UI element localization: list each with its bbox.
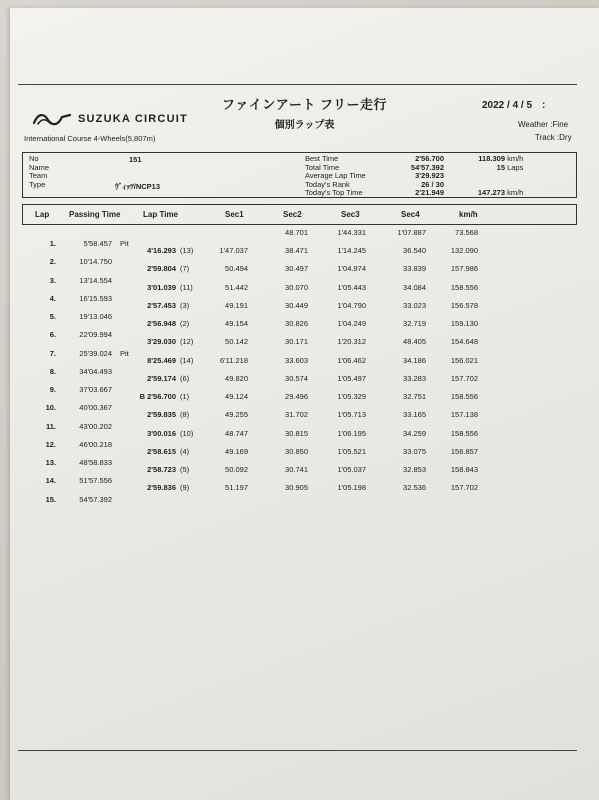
lap-number: 12.	[45, 439, 56, 449]
table-header	[22, 204, 577, 225]
col-lap: Lap	[35, 210, 50, 219]
page-title: ファインアート フリー走行	[222, 97, 387, 112]
info-label-team: Team	[29, 171, 48, 180]
passing-time: 13'14.554	[79, 275, 112, 285]
sec2: 30.850	[285, 446, 308, 456]
best-speed-unit: km/h	[507, 154, 524, 163]
sec4: 48.405	[403, 337, 426, 347]
lap-time: 2'59.836	[147, 483, 176, 493]
sec2: 30.826	[285, 319, 308, 328]
speed: 132.090	[450, 246, 478, 255]
top-speed: 147.273	[477, 188, 505, 197]
speed: 158.843	[450, 465, 478, 474]
sec4: 33.075	[403, 446, 426, 456]
top-speed-unit: km/h	[507, 188, 524, 197]
lap-time: 2'57.453	[147, 300, 176, 310]
stat-label: Today's Rank	[305, 179, 350, 189]
info-labels	[29, 155, 49, 189]
lap-number: 2.	[49, 257, 56, 267]
col-kmh: km/h	[459, 210, 478, 219]
car-number: 151	[129, 155, 142, 164]
sec1: 49.154	[225, 319, 248, 328]
lap-number: 13.	[45, 458, 56, 467]
suzuka-logo	[32, 111, 188, 127]
weather: Weather :Fine	[518, 120, 569, 129]
sec1: 51.442	[225, 282, 248, 292]
sec3: 1'05.037	[337, 465, 366, 474]
passing-time: 40'00.367	[79, 403, 112, 413]
sec3: 1'04.974	[337, 264, 366, 274]
track-condition: Track :Dry	[535, 133, 572, 142]
lap-time: 2'59.174	[147, 373, 176, 383]
sec3: 1'05.198	[337, 483, 366, 493]
sec4: 33.165	[403, 410, 426, 420]
sec3: 1'20.312	[337, 337, 366, 347]
sec1: 1'47.037	[219, 246, 248, 255]
sec3: 1'04.790	[337, 300, 366, 310]
stat-right	[453, 155, 563, 198]
sec3: 1'44.331	[337, 228, 366, 237]
lap-time: 3'00.016	[147, 428, 176, 438]
lap-time: 4'16.293	[147, 246, 176, 255]
sec3: 1'05.329	[337, 392, 366, 401]
bottom-rule	[18, 750, 577, 751]
speed: 73.568	[455, 228, 478, 237]
lap-rank: (8)	[180, 410, 190, 420]
lap-number: 3.	[49, 275, 56, 285]
passing-time: 48'58.833	[79, 458, 112, 467]
sec2: 31.702	[285, 410, 308, 420]
pit-flag: Pit	[120, 239, 129, 248]
sec4: 34.186	[403, 355, 426, 365]
speed: 157.138	[450, 410, 478, 420]
sec1: 49.169	[225, 446, 248, 456]
lap-rank: (2)	[180, 319, 190, 328]
stat-label: Average Lap Time	[305, 171, 366, 180]
lap-time: 2'56.948	[147, 319, 176, 328]
sec2: 48.701	[285, 228, 308, 237]
col-sec2: Sec2	[283, 210, 302, 219]
sec1: 49.124	[225, 392, 248, 401]
lap-number: 15.	[45, 494, 56, 504]
sec4: 33.283	[403, 373, 426, 383]
lap-count-unit: Laps	[507, 162, 524, 172]
speed: 158.556	[450, 282, 478, 292]
col-sec4: Sec4	[401, 210, 420, 219]
sec4: 1'07.887	[397, 228, 426, 237]
col-lap-time: Lap Time	[143, 210, 178, 219]
lap-time: 2'58.723	[147, 465, 176, 474]
sec3: 1'05.443	[337, 282, 366, 292]
sec1: 49.820	[225, 373, 248, 383]
passing-time: 54'57.392	[79, 494, 112, 504]
course-name: International Course 4-Wheels(5,807m)	[24, 134, 156, 143]
lap-rank: (14)	[180, 355, 194, 365]
stat-labels	[305, 155, 366, 198]
speed: 156.021	[450, 355, 478, 365]
sec4: 33.839	[403, 264, 426, 274]
col-passing-time: Passing Time	[69, 210, 121, 219]
sec2: 30.171	[285, 337, 308, 347]
sec3: 1'14.245	[337, 246, 366, 255]
sec4: 34.259	[403, 428, 426, 438]
sec2: 30.905	[285, 483, 308, 493]
stat-label: Today's Top Time	[305, 188, 363, 197]
passing-time: 25'39.024	[79, 348, 112, 358]
lap-time: 2'59.835	[147, 410, 176, 420]
passing-time: 19'13.046	[79, 312, 112, 321]
sec1: 48.747	[225, 428, 248, 438]
info-label-no: No	[29, 154, 39, 163]
passing-time: 16'15.593	[79, 293, 112, 303]
passing-time: 22'09.994	[79, 330, 112, 340]
lap-number: 4.	[49, 293, 56, 303]
lap-rank: (7)	[180, 264, 190, 274]
speed: 159.130	[450, 319, 478, 328]
sec4: 34.084	[403, 282, 426, 292]
lap-number: 8.	[49, 366, 56, 376]
sec1: 49.191	[225, 300, 248, 310]
sec2: 30.070	[285, 282, 308, 292]
stat-label: Best Time	[305, 154, 339, 163]
speed: 156.857	[450, 446, 478, 456]
best-time: 2'56.700	[415, 154, 444, 163]
sec4: 33.023	[403, 300, 426, 310]
sec2: 38.471	[285, 246, 308, 255]
lap-number: 1.	[49, 239, 56, 248]
lap-number: 11.	[45, 421, 56, 431]
lap-time: 2'59.804	[147, 264, 176, 274]
passing-time: 37'03.667	[79, 385, 112, 394]
sec2: 30.815	[285, 428, 308, 438]
lap-rank: (6)	[180, 373, 190, 383]
sec1: 51.197	[225, 483, 248, 493]
printed-sheet	[10, 8, 599, 800]
lap-number: 6.	[49, 330, 56, 340]
todays-rank: 26 / 30	[421, 179, 444, 189]
sec3: 1'05.713	[337, 410, 366, 420]
sec4: 32.853	[403, 465, 426, 474]
sec1: 49.255	[225, 410, 248, 420]
date: 2022 / 4 / 5 :	[482, 100, 546, 111]
passing-time: 34'04.493	[79, 366, 112, 376]
top-rule	[18, 84, 577, 85]
lap-time: 8'25.469	[147, 355, 176, 365]
sec1: 50.142	[225, 337, 248, 347]
lap-rank: (11)	[180, 282, 193, 292]
lap-number: 14.	[45, 476, 56, 486]
speed: 156.578	[450, 300, 478, 310]
lap-rank: (1)	[180, 392, 190, 401]
col-sec1: Sec1	[225, 210, 244, 219]
lap-number: 9.	[49, 385, 56, 394]
sec3: 1'06.195	[337, 428, 366, 438]
sec4: 32.536	[403, 483, 426, 493]
sec4: 32.719	[403, 319, 426, 328]
sec1: 50.092	[225, 465, 248, 474]
lap-rank: (3)	[180, 300, 190, 310]
passing-time: 5'58.457	[83, 239, 112, 248]
total-time: 54'57.392	[410, 162, 444, 172]
speed: 158.556	[450, 428, 478, 438]
speed: 157.986	[450, 264, 478, 274]
stat-values	[388, 155, 444, 198]
sec4: 36.540	[403, 246, 426, 255]
driver-info-box	[22, 152, 577, 198]
lap-rank: (13)	[180, 246, 194, 255]
speed: 154.648	[450, 337, 478, 347]
passing-time: 10'14.750	[79, 257, 112, 267]
sec2: 30.741	[285, 465, 308, 474]
lap-number: 10.	[45, 403, 56, 413]
lap-time: B 2'56.700	[139, 392, 176, 401]
stat-label: Total Time	[305, 162, 340, 172]
lap-rank: (4)	[180, 446, 190, 456]
info-label-type: Type	[29, 179, 46, 189]
lap-time: 2'58.615	[147, 446, 176, 456]
lap-time: 3'29.030	[147, 337, 176, 347]
lap-rank: (5)	[180, 465, 190, 474]
page-subtitle: 個別ラップ表	[274, 120, 335, 131]
best-speed: 118.309	[478, 154, 505, 163]
sec4: 32.751	[403, 392, 426, 401]
sec2: 33.603	[285, 355, 308, 365]
todays-top-time: 2'21.949	[415, 188, 444, 197]
speed: 157.702	[450, 483, 478, 493]
average-lap-time: 3'29.923	[415, 171, 444, 180]
sec3: 1'05.497	[337, 373, 366, 383]
circuit-logo-icon	[32, 111, 72, 127]
sec1: 50.494	[225, 264, 248, 274]
sec2: 29.496	[285, 392, 308, 401]
sec3: 1'06.462	[337, 355, 366, 365]
speed: 157.702	[450, 373, 478, 383]
sec2: 30.574	[285, 373, 308, 383]
logo-text: SUZUKA CIRCUIT	[78, 113, 188, 125]
lap-number: 7.	[49, 348, 56, 358]
col-sec3: Sec3	[341, 210, 360, 219]
lap-table	[22, 226, 577, 516]
sec2: 30.449	[285, 300, 308, 310]
lap-number: 5.	[49, 312, 56, 321]
passing-time: 43'00.202	[79, 421, 112, 431]
sec3: 1'04.249	[337, 319, 366, 328]
passing-time: 51'57.556	[79, 476, 112, 486]
lap-count: 15	[496, 162, 505, 172]
passing-time: 46'00.218	[79, 439, 112, 449]
info-label-name: Name	[29, 162, 50, 172]
lap-rank: (9)	[180, 483, 190, 493]
sec2: 30.497	[285, 264, 308, 274]
lap-rank: (10)	[180, 428, 194, 438]
lap-time: 3'01.039	[147, 282, 176, 292]
car-type: ｳﾞｨｯﾂ/NCP13	[115, 182, 161, 191]
speed: 158.556	[450, 392, 478, 401]
pit-flag: Pit	[120, 348, 129, 358]
sec1: 6'11.218	[220, 355, 248, 365]
sec3: 1'05.521	[337, 446, 366, 456]
lap-rank: (12)	[180, 337, 194, 347]
